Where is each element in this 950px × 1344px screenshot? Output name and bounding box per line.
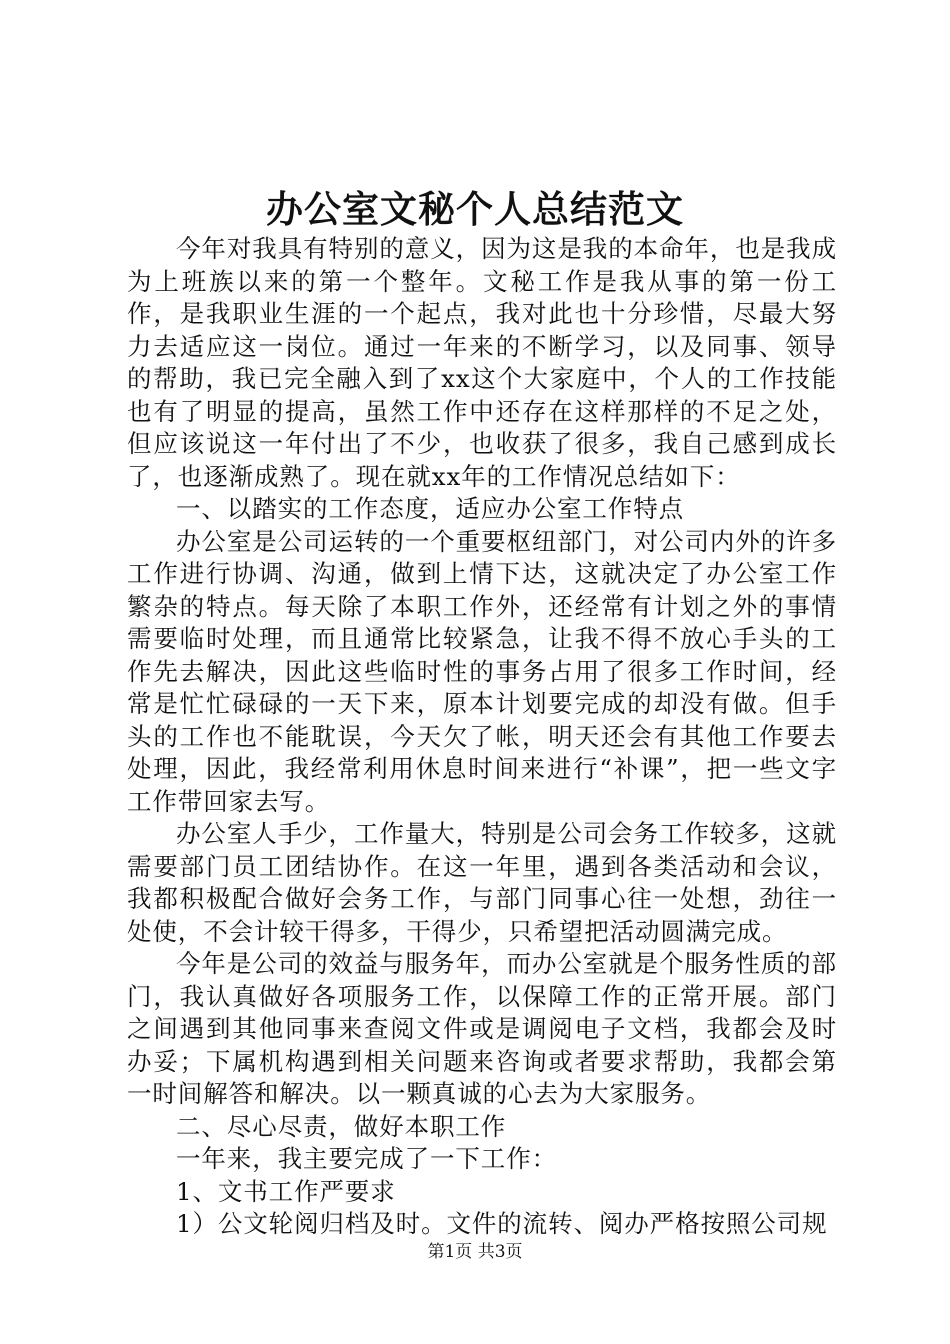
paragraph-intro: 今年对我具有特别的意义，因为这是我的本命年，也是我成为上班族以来的第一个整年。文秘工作是我从事的第一份工作，是我职业生涯的一个起点，我对此也十分珍惜，尽最大努力去适应这一岗位。通过一年来的不断学习，以及同事、领导的帮助，我已完全融入到了xx这个大家庭中，个人的工作技能也有了明显的提高，虽然工作中还存在这样那样的不足之处，但应该说这一年付出了不少，也收获了很多，我自己感到成长了，也逐渐成熟了。现在就xx年的工作情况总结如下：	[127, 234, 837, 491]
paragraph-work-intro: 一年来，我主要完成了一下工作：	[176, 1144, 557, 1173]
paragraph-office-hub: 办公室是公司运转的一个重要枢纽部门，对公司内外的许多工作进行协调、沟通，做到上情下达，这就决定了办公室工作繁杂的特点。每天除了本职工作外，还经常有计划之外的事情需要临时处理，而且通常比较紧急，让我不得不放心手头的工作先去解决，因此这些临时性的事务占用了很多工作时间，经常是忙忙碌碌的一天下来，原本计划要完成的却没有做。但手头的工作也不能耽误，今天欠了帐，明天还会有其他工作要去处理，因此，我经常利用休息时间来进行“补课”，把一些文字工作带回家去写。	[127, 526, 837, 816]
subsection-heading-1: 1、文书工作严要求	[176, 1176, 396, 1206]
section-heading-1: 一、以踏实的工作态度，适应办公室工作特点	[176, 494, 684, 523]
paragraph-teamwork: 办公室人手少，工作量大，特别是公司会务工作较多，这就需要部门员工团结协作。在这一年里，遇到各类活动和会议，我都积极配合做好会务工作，与部门同事心往一处想，劲往一处使，不会计较干得多，干得少，只希望把活动圆满完成。	[127, 819, 837, 946]
paragraph-service: 今年是公司的效益与服务年，而办公室就是个服务性质的部门，我认真做好各项服务工作，以保障工作的正常开展。部门之间遇到其他同事来查阅文件或是调阅电子文档，我都会及时办妥；下属机构遇到相关问题来咨询或者要求帮助，我都会第一时间解答和解决。以一颗真诚的心去为大家服务。	[127, 949, 837, 1108]
document-title: 办公室文秘个人总结范文	[266, 187, 684, 231]
page-footer: 第1页 共3页	[427, 1242, 523, 1262]
document-body	[127, 233, 837, 1241]
section-heading-2: 二、尽心尽责，做好本职工作	[176, 1111, 507, 1141]
paragraph-archive: 1）公文轮阅归档及时。文件的流转、阅办严格按照公司规	[176, 1209, 828, 1238]
